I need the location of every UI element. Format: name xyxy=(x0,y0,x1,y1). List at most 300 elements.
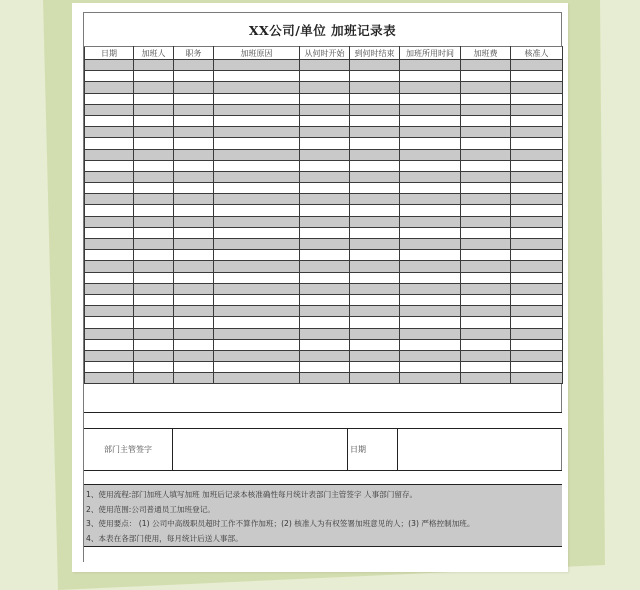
table-cell[interactable] xyxy=(85,328,134,339)
table-cell[interactable] xyxy=(85,283,134,294)
table-cell[interactable] xyxy=(400,272,461,283)
table-cell[interactable] xyxy=(511,104,563,115)
table-cell[interactable] xyxy=(214,328,300,339)
table-cell[interactable] xyxy=(350,328,400,339)
note-line-4: 4、本表在各部门使用，每月统计后送人事部。 xyxy=(86,533,243,543)
table-cell[interactable] xyxy=(174,294,214,305)
table-cell[interactable] xyxy=(350,183,400,194)
table-cell[interactable] xyxy=(134,60,174,71)
table-cell[interactable] xyxy=(214,239,300,250)
table-row xyxy=(85,261,563,272)
table-cell[interactable] xyxy=(350,339,400,350)
table-row xyxy=(85,350,563,361)
table-cell[interactable] xyxy=(85,205,134,216)
table-cell[interactable] xyxy=(400,294,461,305)
table-cell[interactable] xyxy=(400,194,461,205)
table-cell[interactable] xyxy=(511,239,563,250)
table-cell[interactable] xyxy=(511,93,563,104)
table-row xyxy=(85,82,563,93)
table-cell[interactable] xyxy=(85,373,134,384)
table-cell[interactable] xyxy=(85,104,134,115)
table-row xyxy=(85,216,563,227)
table-row xyxy=(85,294,563,305)
table-cell[interactable] xyxy=(134,171,174,182)
table-row xyxy=(85,183,563,194)
overtime-record-form xyxy=(83,12,562,562)
table-cell[interactable] xyxy=(461,317,511,328)
table-cell[interactable] xyxy=(400,216,461,227)
date-field[interactable] xyxy=(398,429,562,470)
table-cell[interactable] xyxy=(400,373,461,384)
table-cell[interactable] xyxy=(511,283,563,294)
blank-row[interactable] xyxy=(84,547,562,562)
table-cell[interactable] xyxy=(85,194,134,205)
table-row xyxy=(85,250,563,261)
table-cell[interactable] xyxy=(400,317,461,328)
table-cell[interactable] xyxy=(214,149,300,160)
table-cell[interactable] xyxy=(400,205,461,216)
table-cell[interactable] xyxy=(174,93,214,104)
table-cell[interactable] xyxy=(214,71,300,82)
table-cell[interactable] xyxy=(350,261,400,272)
table-cell[interactable] xyxy=(511,205,563,216)
table-row xyxy=(85,138,563,149)
table-cell[interactable] xyxy=(134,227,174,238)
table-cell[interactable] xyxy=(85,227,134,238)
table-cell[interactable] xyxy=(134,350,174,361)
table-header-row xyxy=(85,47,563,60)
column-header: 加班人 xyxy=(134,47,174,60)
table-cell[interactable] xyxy=(134,115,174,126)
table-cell[interactable] xyxy=(85,250,134,261)
table-cell[interactable] xyxy=(350,149,400,160)
table-row xyxy=(85,373,563,384)
table-cell[interactable] xyxy=(300,138,350,149)
table-cell[interactable] xyxy=(134,272,174,283)
table-cell[interactable] xyxy=(511,216,563,227)
table-cell[interactable] xyxy=(511,328,563,339)
table-cell[interactable] xyxy=(300,149,350,160)
table-cell[interactable] xyxy=(461,60,511,71)
table-cell[interactable] xyxy=(511,115,563,126)
table-cell[interactable] xyxy=(350,205,400,216)
table-cell[interactable] xyxy=(134,127,174,138)
table-row xyxy=(85,60,563,71)
table-row xyxy=(85,362,563,373)
table-cell[interactable] xyxy=(300,328,350,339)
table-cell[interactable] xyxy=(400,160,461,171)
table-cell[interactable] xyxy=(214,294,300,305)
table-cell[interactable] xyxy=(511,171,563,182)
table-cell[interactable] xyxy=(134,138,174,149)
table-cell[interactable] xyxy=(300,60,350,71)
table-cell[interactable] xyxy=(300,115,350,126)
table-cell[interactable] xyxy=(350,239,400,250)
table-cell[interactable] xyxy=(85,160,134,171)
table-cell[interactable] xyxy=(511,362,563,373)
table-cell[interactable] xyxy=(461,294,511,305)
table-cell[interactable] xyxy=(134,239,174,250)
table-cell[interactable] xyxy=(461,339,511,350)
date-label: 日期 xyxy=(348,429,398,470)
table-cell[interactable] xyxy=(511,294,563,305)
table-cell[interactable] xyxy=(461,93,511,104)
table-cell[interactable] xyxy=(174,104,214,115)
table-cell[interactable] xyxy=(214,127,300,138)
table-cell[interactable] xyxy=(461,216,511,227)
table-cell[interactable] xyxy=(300,250,350,261)
table-cell[interactable] xyxy=(214,93,300,104)
table-cell[interactable] xyxy=(134,205,174,216)
table-cell[interactable] xyxy=(400,261,461,272)
table-cell[interactable] xyxy=(134,93,174,104)
table-cell[interactable] xyxy=(511,194,563,205)
table-cell[interactable] xyxy=(400,93,461,104)
table-cell[interactable] xyxy=(461,227,511,238)
table-cell[interactable] xyxy=(174,350,214,361)
table-cell[interactable] xyxy=(85,93,134,104)
table-cell[interactable] xyxy=(300,183,350,194)
table-cell[interactable] xyxy=(350,194,400,205)
table-cell[interactable] xyxy=(511,160,563,171)
table-cell[interactable] xyxy=(174,194,214,205)
table-cell[interactable] xyxy=(300,216,350,227)
table-cell[interactable] xyxy=(350,104,400,115)
table-cell[interactable] xyxy=(300,205,350,216)
table-cell[interactable] xyxy=(214,261,300,272)
table-cell[interactable] xyxy=(350,171,400,182)
table-cell[interactable] xyxy=(85,339,134,350)
table-cell[interactable] xyxy=(350,216,400,227)
table-cell[interactable] xyxy=(174,362,214,373)
table-cell[interactable] xyxy=(511,71,563,82)
table-cell[interactable] xyxy=(85,183,134,194)
table-cell[interactable] xyxy=(511,350,563,361)
table-cell[interactable] xyxy=(174,239,214,250)
table-cell[interactable] xyxy=(174,339,214,350)
table-cell[interactable] xyxy=(174,328,214,339)
table-cell[interactable] xyxy=(461,283,511,294)
table-cell[interactable] xyxy=(511,183,563,194)
table-cell[interactable] xyxy=(174,283,214,294)
table-cell[interactable] xyxy=(350,272,400,283)
table-cell[interactable] xyxy=(350,250,400,261)
table-cell[interactable] xyxy=(214,171,300,182)
table-cell[interactable] xyxy=(511,306,563,317)
table-cell[interactable] xyxy=(85,261,134,272)
table-cell[interactable] xyxy=(350,71,400,82)
table-cell[interactable] xyxy=(400,71,461,82)
table-cell[interactable] xyxy=(461,138,511,149)
table-cell[interactable] xyxy=(134,294,174,305)
table-cell[interactable] xyxy=(134,362,174,373)
table-cell[interactable] xyxy=(134,194,174,205)
table-cell[interactable] xyxy=(400,149,461,160)
table-row xyxy=(85,115,563,126)
table-cell[interactable] xyxy=(350,127,400,138)
table-cell[interactable] xyxy=(174,216,214,227)
table-cell[interactable] xyxy=(350,294,400,305)
table-cell[interactable] xyxy=(511,227,563,238)
table-cell[interactable] xyxy=(400,239,461,250)
table-cell[interactable] xyxy=(350,350,400,361)
table-cell[interactable] xyxy=(85,317,134,328)
table-cell[interactable] xyxy=(511,261,563,272)
table-cell[interactable] xyxy=(461,272,511,283)
table-cell[interactable] xyxy=(511,272,563,283)
table-cell[interactable] xyxy=(461,149,511,160)
table-cell[interactable] xyxy=(134,160,174,171)
column-header: 职务 xyxy=(174,47,214,60)
table-cell[interactable] xyxy=(85,82,134,93)
table-cell[interactable] xyxy=(461,104,511,115)
table-cell[interactable] xyxy=(300,239,350,250)
table-cell[interactable] xyxy=(134,328,174,339)
table-cell[interactable] xyxy=(511,317,563,328)
column-header: 核准人 xyxy=(511,47,563,60)
table-cell[interactable] xyxy=(400,362,461,373)
table-cell[interactable] xyxy=(461,71,511,82)
table-cell[interactable] xyxy=(85,149,134,160)
table-cell[interactable] xyxy=(461,239,511,250)
table-cell[interactable] xyxy=(174,261,214,272)
table-cell[interactable] xyxy=(174,250,214,261)
table-cell[interactable] xyxy=(85,138,134,149)
table-cell[interactable] xyxy=(511,339,563,350)
table-cell[interactable] xyxy=(214,317,300,328)
note-line-1: 1、使用流程:部门加班人填写加班 加班后记录本核准确性每月统计表部门主管签字 人事部门留存。 xyxy=(86,490,418,499)
table-cell[interactable] xyxy=(174,306,214,317)
table-cell[interactable] xyxy=(400,306,461,317)
overtime-table xyxy=(84,46,563,384)
table-cell[interactable] xyxy=(174,227,214,238)
table-cell[interactable] xyxy=(214,82,300,93)
table-cell[interactable] xyxy=(214,350,300,361)
table-cell[interactable] xyxy=(85,216,134,227)
table-cell[interactable] xyxy=(400,350,461,361)
table-cell[interactable] xyxy=(461,115,511,126)
form-title: XX公司/单位 加班记录表 xyxy=(248,22,397,38)
manager-signature-label: 部门主管签字 xyxy=(84,429,173,470)
table-cell[interactable] xyxy=(214,216,300,227)
table-cell[interactable] xyxy=(300,127,350,138)
signature-row xyxy=(84,428,562,471)
column-header: 加班所用时间 xyxy=(400,47,461,60)
table-cell[interactable] xyxy=(461,328,511,339)
table-cell[interactable] xyxy=(174,183,214,194)
table-cell[interactable] xyxy=(174,272,214,283)
table-cell[interactable] xyxy=(350,283,400,294)
table-cell[interactable] xyxy=(300,373,350,384)
table-cell[interactable] xyxy=(134,317,174,328)
table-cell[interactable] xyxy=(134,149,174,160)
table-row xyxy=(85,283,563,294)
table-cell[interactable] xyxy=(400,138,461,149)
table-cell[interactable] xyxy=(511,373,563,384)
table-cell[interactable] xyxy=(350,93,400,104)
table-cell[interactable] xyxy=(85,362,134,373)
table-cell[interactable] xyxy=(400,183,461,194)
table-cell[interactable] xyxy=(461,205,511,216)
table-cell[interactable] xyxy=(214,306,300,317)
table-cell[interactable] xyxy=(350,362,400,373)
table-cell[interactable] xyxy=(461,261,511,272)
table-cell[interactable] xyxy=(461,160,511,171)
table-cell[interactable] xyxy=(85,272,134,283)
table-cell[interactable] xyxy=(214,160,300,171)
note-line-3: 3、使用要点： (1) 公司中高级职员超时工作不算作加班；(2) 核准人为有权签署加班意见的人；(3) 严格控制加班。 xyxy=(86,519,475,528)
table-row xyxy=(85,127,563,138)
table-cell[interactable] xyxy=(300,71,350,82)
table-cell[interactable] xyxy=(400,171,461,182)
table-cell[interactable] xyxy=(461,350,511,361)
table-cell[interactable] xyxy=(174,149,214,160)
table-cell[interactable] xyxy=(300,261,350,272)
table-cell[interactable] xyxy=(350,317,400,328)
table-cell[interactable] xyxy=(174,373,214,384)
table-cell[interactable] xyxy=(350,138,400,149)
table-cell[interactable] xyxy=(511,127,563,138)
table-cell[interactable] xyxy=(511,82,563,93)
table-cell[interactable] xyxy=(300,194,350,205)
table-cell[interactable] xyxy=(85,294,134,305)
table-cell[interactable] xyxy=(400,60,461,71)
table-cell[interactable] xyxy=(134,183,174,194)
table-cell[interactable] xyxy=(174,205,214,216)
table-cell[interactable] xyxy=(214,115,300,126)
table-cell[interactable] xyxy=(300,306,350,317)
table-cell[interactable] xyxy=(134,250,174,261)
table-cell[interactable] xyxy=(174,160,214,171)
table-cell[interactable] xyxy=(300,227,350,238)
table-cell[interactable] xyxy=(461,250,511,261)
table-cell[interactable] xyxy=(214,183,300,194)
table-cell[interactable] xyxy=(134,216,174,227)
column-header: 加班原因 xyxy=(214,47,300,60)
table-cell[interactable] xyxy=(300,294,350,305)
table-cell[interactable] xyxy=(85,127,134,138)
table-cell[interactable] xyxy=(174,317,214,328)
table-cell[interactable] xyxy=(300,104,350,115)
table-cell[interactable] xyxy=(214,250,300,261)
table-cell[interactable] xyxy=(300,93,350,104)
table-cell[interactable] xyxy=(214,138,300,149)
table-cell[interactable] xyxy=(300,283,350,294)
table-cell[interactable] xyxy=(350,82,400,93)
table-cell[interactable] xyxy=(134,283,174,294)
table-cell[interactable] xyxy=(511,149,563,160)
table-row xyxy=(85,93,563,104)
table-cell[interactable] xyxy=(350,306,400,317)
table-cell[interactable] xyxy=(134,104,174,115)
table-cell[interactable] xyxy=(511,60,563,71)
table-cell[interactable] xyxy=(400,227,461,238)
table-cell[interactable] xyxy=(400,250,461,261)
table-cell[interactable] xyxy=(400,328,461,339)
table-cell[interactable] xyxy=(511,250,563,261)
table-cell[interactable] xyxy=(300,350,350,361)
table-cell[interactable] xyxy=(400,339,461,350)
table-cell[interactable] xyxy=(350,60,400,71)
table-cell[interactable] xyxy=(214,60,300,71)
table-cell[interactable] xyxy=(300,317,350,328)
table-cell[interactable] xyxy=(350,115,400,126)
table-cell[interactable] xyxy=(400,127,461,138)
blank-row[interactable] xyxy=(84,412,562,428)
table-cell[interactable] xyxy=(461,183,511,194)
table-cell[interactable] xyxy=(214,194,300,205)
table-cell[interactable] xyxy=(85,60,134,71)
table-cell[interactable] xyxy=(400,104,461,115)
table-cell[interactable] xyxy=(214,272,300,283)
table-cell[interactable] xyxy=(214,104,300,115)
table-cell[interactable] xyxy=(400,115,461,126)
table-cell[interactable] xyxy=(174,115,214,126)
table-cell[interactable] xyxy=(461,362,511,373)
table-cell[interactable] xyxy=(214,362,300,373)
table-cell[interactable] xyxy=(214,205,300,216)
table-cell[interactable] xyxy=(461,373,511,384)
table-cell[interactable] xyxy=(134,261,174,272)
table-cell[interactable] xyxy=(134,373,174,384)
table-cell[interactable] xyxy=(300,160,350,171)
table-cell[interactable] xyxy=(461,194,511,205)
table-cell[interactable] xyxy=(85,115,134,126)
table-cell[interactable] xyxy=(85,171,134,182)
table-cell[interactable] xyxy=(174,82,214,93)
table-cell[interactable] xyxy=(134,306,174,317)
table-cell[interactable] xyxy=(174,71,214,82)
table-row xyxy=(85,317,563,328)
table-cell[interactable] xyxy=(85,350,134,361)
table-cell[interactable] xyxy=(511,138,563,149)
table-cell[interactable] xyxy=(400,283,461,294)
blank-row[interactable] xyxy=(84,471,562,484)
table-cell[interactable] xyxy=(214,227,300,238)
table-cell[interactable] xyxy=(300,82,350,93)
manager-signature-field[interactable] xyxy=(173,429,348,470)
table-cell[interactable] xyxy=(85,239,134,250)
table-cell[interactable] xyxy=(461,306,511,317)
table-cell[interactable] xyxy=(134,82,174,93)
table-cell[interactable] xyxy=(214,339,300,350)
table-cell[interactable] xyxy=(350,160,400,171)
table-cell[interactable] xyxy=(174,60,214,71)
table-row xyxy=(85,149,563,160)
table-cell[interactable] xyxy=(300,362,350,373)
table-cell[interactable] xyxy=(461,171,511,182)
table-cell[interactable] xyxy=(350,227,400,238)
table-cell[interactable] xyxy=(461,82,511,93)
table-cell[interactable] xyxy=(85,306,134,317)
column-header: 到何时结束 xyxy=(350,47,400,60)
table-cell[interactable] xyxy=(350,373,400,384)
table-cell[interactable] xyxy=(85,71,134,82)
table-cell[interactable] xyxy=(400,82,461,93)
table-cell[interactable] xyxy=(174,171,214,182)
table-cell[interactable] xyxy=(134,339,174,350)
table-cell[interactable] xyxy=(174,127,214,138)
table-cell[interactable] xyxy=(214,373,300,384)
table-cell[interactable] xyxy=(300,339,350,350)
table-cell[interactable] xyxy=(214,283,300,294)
table-cell[interactable] xyxy=(300,272,350,283)
table-cell[interactable] xyxy=(300,171,350,182)
table-cell[interactable] xyxy=(174,138,214,149)
table-cell[interactable] xyxy=(461,127,511,138)
table-cell[interactable] xyxy=(134,71,174,82)
usage-notes xyxy=(84,484,562,547)
